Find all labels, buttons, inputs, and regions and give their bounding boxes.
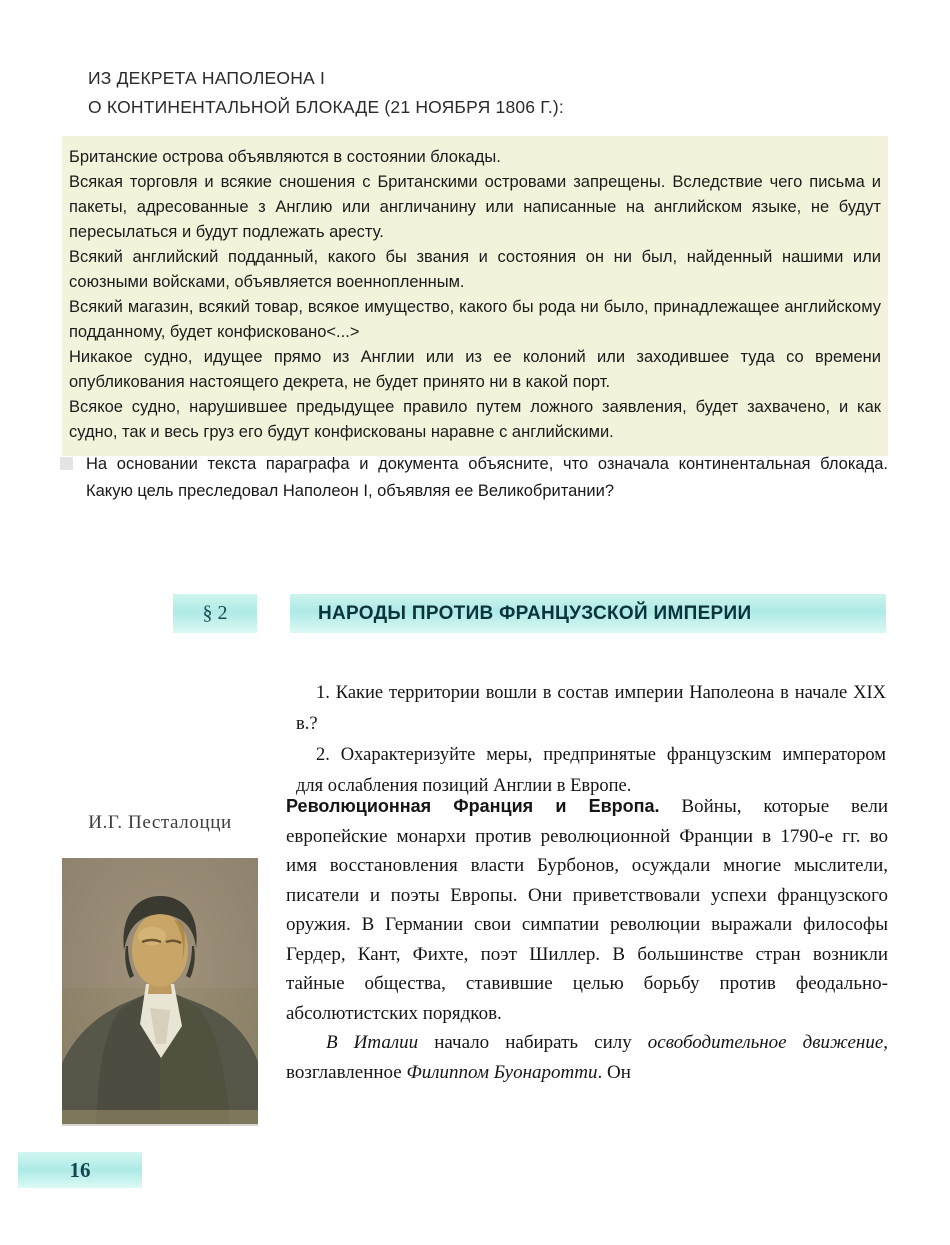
body-paragraph-2: [286, 1028, 888, 1087]
document-question-text: На основании текста параграфа и документа объясните, что означала континентальная блокада. Какую цель преследовал Наполеон I, объявляя ее Великобритании?: [86, 455, 888, 500]
figure-caption: И.Г. Песталоцци: [88, 812, 232, 833]
pestalozzi-portrait-image: [62, 858, 258, 1124]
document-paragraph: Британские острова объявляются в состоянии блокады.: [69, 148, 501, 166]
text-run: , возглавленное: [286, 1032, 888, 1083]
section-title: НАРОДЫ ПРОТИВ ФРАНЦУЗСКОЙ ИМПЕРИИ: [290, 594, 886, 633]
portrait-illustration: [62, 858, 258, 1124]
document-paragraph: Всякий английский подданный, какого бы звания и состояния он ни был, найденный нашими или союзными войсками, объявляется военнопленным.: [69, 248, 881, 291]
document-paragraph: Всякий магазин, всякий товар, всякое имущество, какого бы рода ни было, принадлежащее английскому подданному, будет конфисковано<...>: [69, 298, 881, 341]
document-paragraph: Всякая торговля и всякие сношения с Британскими островами запрещены. Вследствие чего письма и пакеты, адресованные з Англию или англичанину или написанные на английском языке, не будут пересылаться и будут подлежать аресту.: [69, 173, 881, 241]
italic-run: Филиппом Буонаротти: [406, 1061, 598, 1083]
italic-run: освободительное движение: [647, 1032, 884, 1053]
document-paragraph: Никакое судно, идущее прямо из Англии или из ее колоний или заходившее туда со времени опубликования настоящего декрета, не будет принято ни в какой порт.: [69, 348, 881, 391]
body-paragraph-1: [286, 792, 888, 1028]
document-paragraph: Всякое судно, нарушившее предыдущее правило путем ложного заявления, будет захвачено, и как судно, так и весь груз его будут конфискованы наравне с английскими.: [69, 398, 881, 441]
review-questions: [296, 678, 886, 802]
decree-header-line2: О КОНТИНЕНТАЛЬНОЙ БЛОКАДЕ (21 НОЯБРЯ 1806 Г.):: [88, 97, 564, 117]
square-bullet-icon: [60, 457, 73, 470]
text-run: . Он: [597, 1061, 631, 1083]
document-excerpt-block: [62, 136, 888, 456]
body-text-column: [286, 792, 888, 1087]
review-question: 2. Охарактеризуйте меры, предпринятые французским императором для ослабления позиций Англии в Европе.: [296, 745, 886, 796]
document-question: [60, 451, 888, 505]
decree-header: [88, 64, 868, 122]
decree-header-line1: ИЗ ДЕКРЕТА НАПОЛЕОНА I: [88, 68, 326, 88]
text-run: начало набирать силу: [418, 1032, 648, 1053]
paragraph-lead-heading: Революционная Франция и Европа.: [286, 796, 660, 816]
page-number: 16: [18, 1152, 142, 1188]
review-question: 1. Какие территории вошли в состав империи Наполеона в начале XIX в.?: [296, 683, 886, 734]
section-number-badge: § 2: [173, 594, 257, 633]
italic-run: В Италии: [326, 1032, 419, 1053]
paragraph-body: Войны, которые вели европейские монархи против революционной Франции в 1790-е гг. во имя восстановления власти Бурбонов, осуждали многие мыслители, писатели и поэты Европы. Они приветствовали успехи французского оружия. В Германии свои симпатии революции выражали философы Гердер, Кант, Фихте, поэт Шиллер. В большинстве стран возникли тайные общества, ставившие целью борьбу против феодально-абсолютистских порядков.: [286, 796, 888, 1024]
